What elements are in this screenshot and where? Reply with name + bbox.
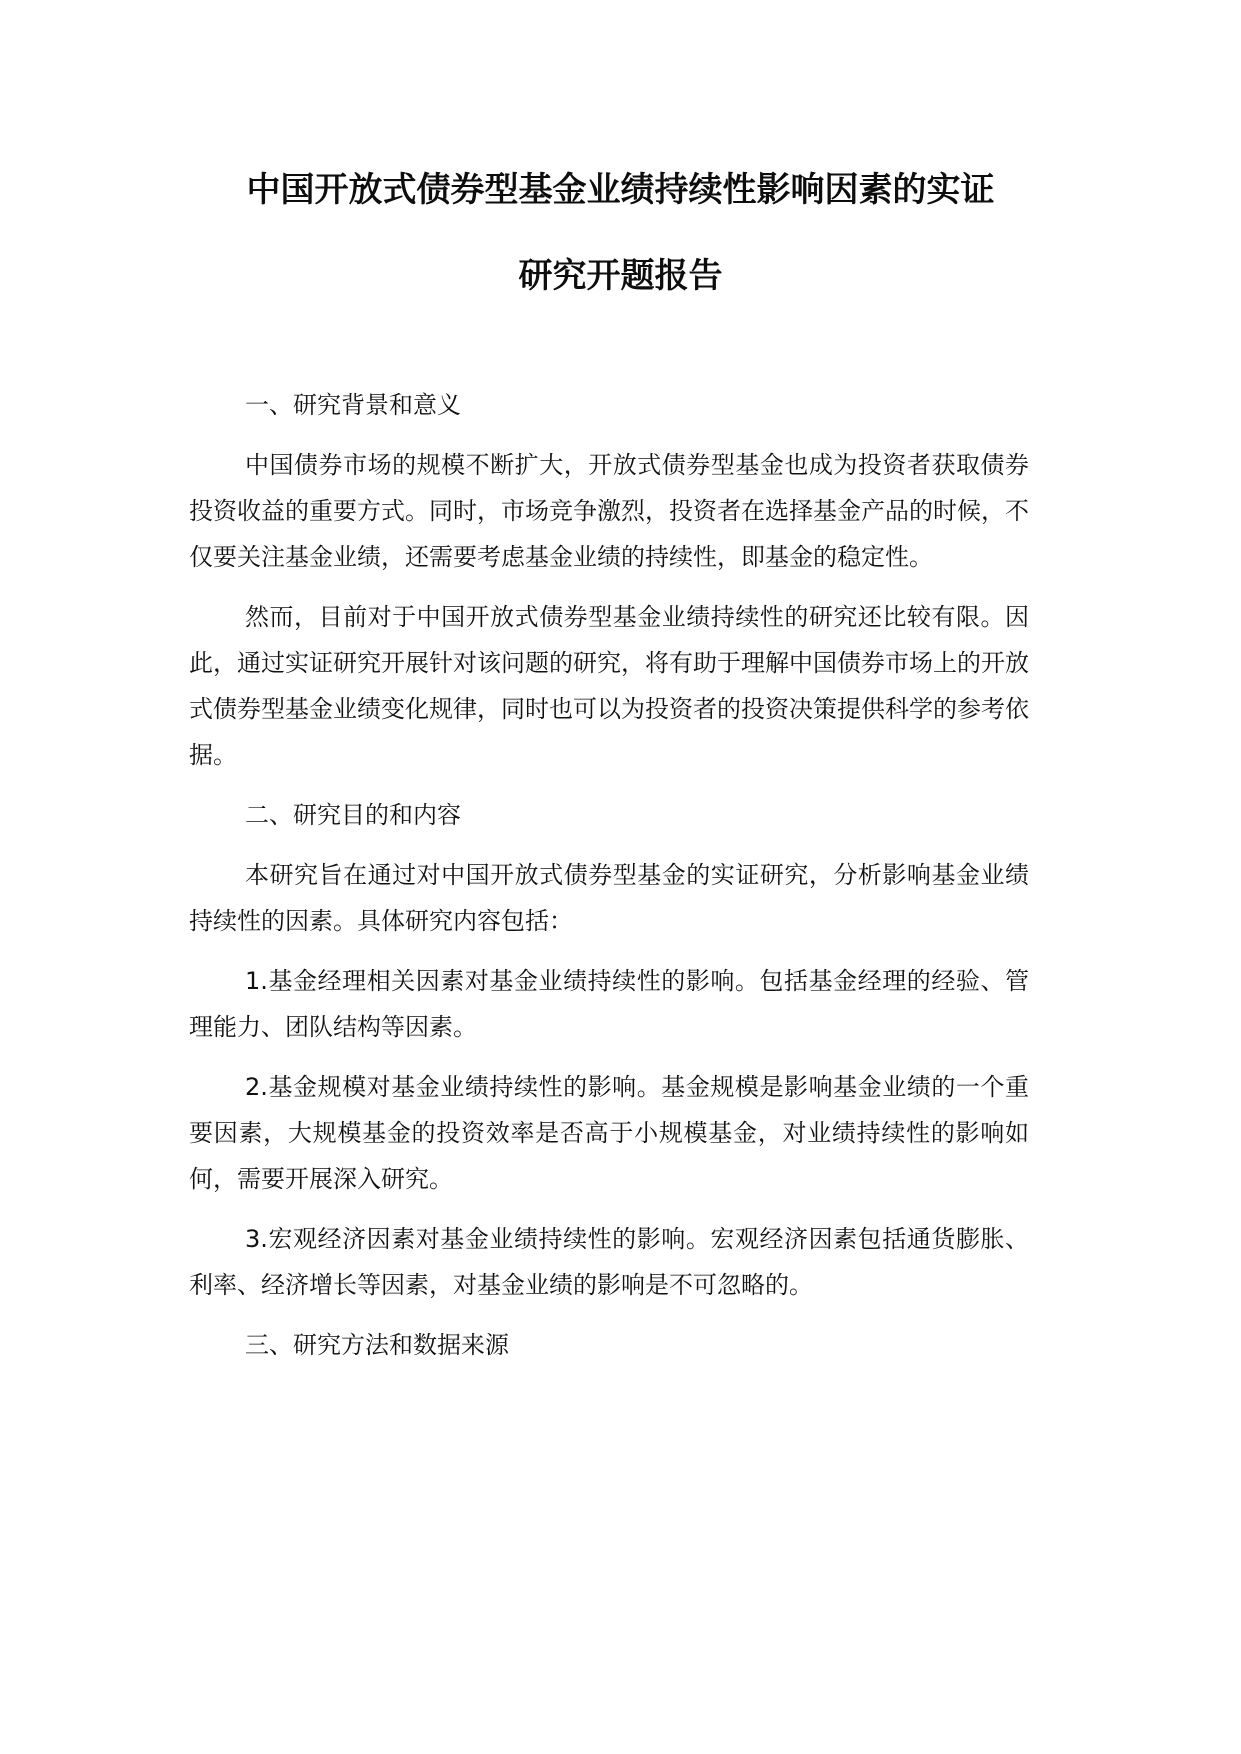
paragraph-objectives-item-1: 1.基金经理相关因素对基金业绩持续性的影响。包括基金经理的经验、管理能力、团队结构等因素。	[189, 967, 1029, 1041]
paragraph-objectives-item-2: 2.基金规模对基金业绩持续性的影响。基金规模是影响基金业绩的一个重要因素，大规模基金的投资效率是否高于小规模基金，对业绩持续性的影响如何，需要开展深入研究。	[189, 1073, 1029, 1193]
section-heading-background: 一、研究背景和意义	[245, 391, 461, 419]
paragraph-objectives-intro: 本研究旨在通过对中国开放式债券型基金的实证研究，分析影响基金业绩持续性的因素。具体研究内容包括：	[189, 861, 1029, 935]
title-line-2: 研究开题报告	[518, 256, 723, 296]
document-title	[150, 170, 1091, 296]
section-heading-objectives: 二、研究目的和内容	[245, 801, 461, 829]
paragraph-background-2: 然而，目前对于中国开放式债券型基金业绩持续性的研究还比较有限。因此，通过实证研究开展针对该问题的研究，将有助于理解中国债券市场上的开放式债券型基金业绩变化规律，同时也可以为投资者的投资决策提供科学的参考依据。	[189, 603, 1029, 769]
paragraph-background-1: 中国债券市场的规模不断扩大，开放式债券型基金也成为投资者获取债券投资收益的重要方式。同时，市场竞争激烈，投资者在选择基金产品的时候，不仅要关注基金业绩，还需要考虑基金业绩的持续性，即基金的稳定性。	[189, 451, 1029, 571]
document-body	[189, 382, 1029, 1382]
section-heading-methods: 三、研究方法和数据来源	[245, 1331, 509, 1359]
title-line-1: 中国开放式债券型基金业绩持续性影响因素的实证	[246, 170, 995, 210]
paragraph-objectives-item-3: 3.宏观经济因素对基金业绩持续性的影响。宏观经济因素包括通货膨胀、利率、经济增长等因素，对基金业绩的影响是不可忽略的。	[189, 1225, 1029, 1299]
